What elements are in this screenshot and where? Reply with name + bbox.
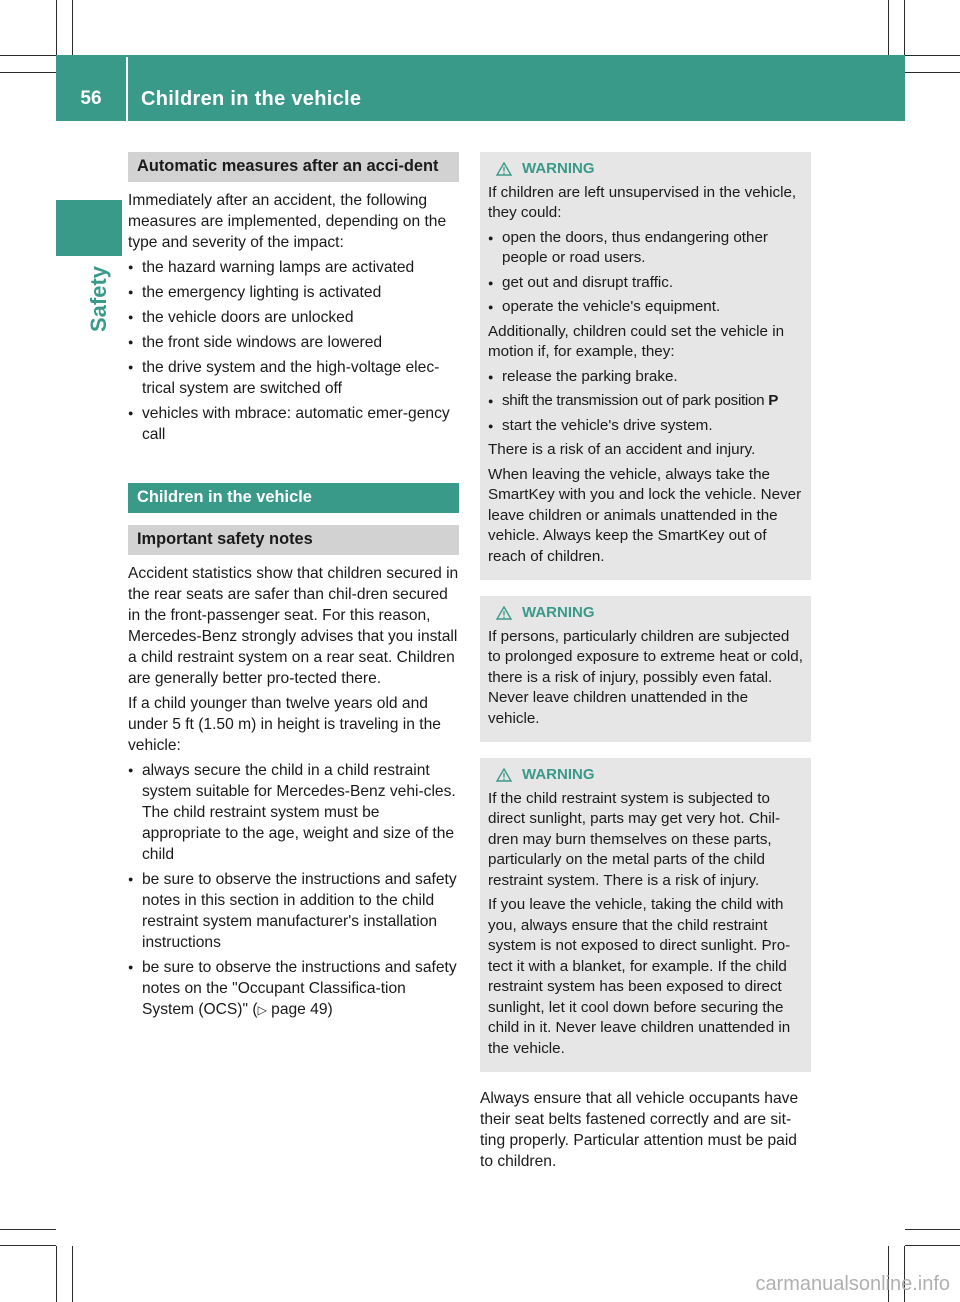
warning-triangle-icon [496,768,512,782]
list-item: ● be sure to observe the instructions and safety notes on the "Occupant Classifica-tion System (OCS)" (▷ page 49) [128,957,459,1021]
list-item: ● the hazard warning lamps are activated [128,257,459,278]
warning-text: Additionally, children could set the vehicle in motion if, for example, they: [488,322,785,360]
left-column [128,152,459,1025]
warning-text: If you leave the vehicle, taking the child with you, always ensure that the child restraint system is not exposed to direct sunlight. Pro-tect it with a blanket, for example. If the child restraint system has been exposed to direct sunlight, let it cool down before securing the child in it. Never leave children unattended in the vehicle. [488,896,791,1057]
crop-mark [0,72,56,73]
warning-text: If persons, particularly children are subjected to prolonged exposure to extreme heat or cold, there is a risk of injury, possibly even fatal. Never leave children unattended in the vehicle. [488,627,803,727]
page-title: Children in the vehicle [141,88,362,110]
list-item: ● get out and disrupt traffic. [488,273,803,294]
crop-mark [905,1229,960,1230]
warning-box [480,152,811,580]
section-tab-label: Safety [86,265,111,332]
warning-text: There is a risk of an accident and injury. [488,441,756,458]
crop-mark [56,1246,57,1302]
list-item: ● vehicles with mbrace: automatic emer-gency call [128,403,459,445]
list-item: ● shift the transmission out of park position P [488,391,803,412]
crop-mark [888,0,889,55]
chapter-heading: Children in the vehicle [128,483,459,513]
warning-list [488,367,803,437]
crop-mark [905,1245,960,1246]
header-divider [126,57,128,121]
accident-intro: Immediately after an accident, the following measures are implemented, depending on the type and severity of the impact: [128,192,447,251]
list-item: ● operate the vehicle's equipment. [488,297,803,318]
section-heading-accident: Automatic measures after an acci-dent [128,152,459,182]
crop-mark [0,55,56,56]
crop-mark [904,0,905,55]
crop-mark [0,1245,56,1246]
list-item: ● the front side windows are lowered [128,332,459,353]
watermark: carmanualsonline.info [755,1273,950,1295]
list-item: ● be sure to observe the instructions and safety notes in this section in addition to the child restraint system manufacturer's installation instructions [128,869,459,953]
warning-triangle-icon [496,606,512,620]
safety-para-2: If a child younger than twelve years old and under 5 ft (1.50 m) in height is traveling in the vehicle: [128,695,441,754]
page-number: 56 [80,88,102,109]
page-ref-arrow-icon: ▷ [257,1003,267,1017]
list-item: ● open the doors, thus endangering other people or road users. [488,228,803,269]
warning-box [480,758,811,1072]
crop-mark [0,1229,56,1230]
list-item: ● the vehicle doors are unlocked [128,307,459,328]
crop-mark [72,0,73,55]
closing-paragraph: Always ensure that all vehicle occupants have their seat belts fastened correctly and are sit-ting properly. Particular attention must be paid to children. [480,1090,799,1170]
list-item: ● the drive system and the high-voltage elec-trical system are switched off [128,357,459,399]
warning-list [488,228,803,318]
list-item: ● release the parking brake. [488,367,803,388]
section-heading-safety-notes: Important safety notes [128,525,459,555]
safety-para-1: Accident statistics show that children secured in the rear seats are safer than chil-dren secured in the front-passenger seat. For this reason, Mercedes-Benz strongly advises that you install a child restraint system on a rear seat. Children are generally better pro-tected there. [128,565,459,687]
accident-measures-list [128,257,459,445]
crop-mark [905,55,960,56]
list-item: ● the emergency lighting is activated [128,282,459,303]
list-item: ● start the vehicle's drive system. [488,416,803,437]
crop-mark [72,1246,73,1302]
warning-text: When leaving the vehicle, always take the SmartKey with you and lock the vehicle. Never leave children or animals unattended in the vehicle. Always keep the SmartKey out of reach of children. [488,465,802,565]
warning-title: WARNING [488,159,803,180]
list-item: ● always secure the child in a child restraint system suitable for Mercedes-Benz vehi-cles. The child restraint system must be appropriate to the age, weight and size of the child [128,760,459,865]
warning-text: If children are left unsupervised in the vehicle, they could: [488,183,797,221]
page-reference-link[interactable]: page 49 [271,1001,328,1018]
safety-list [128,760,459,1021]
warning-title: WARNING [488,603,803,624]
section-tab-block [56,200,122,256]
crop-mark [905,72,960,73]
right-column [480,152,811,1176]
warning-box [480,596,811,742]
crop-mark [56,0,57,55]
warning-text: If the child restraint system is subjected to direct sunlight, parts may get very hot. Chil-dren may burn themselves on these parts, particularly on the metal parts of the child restraint system. There is a risk of injury. [488,789,781,889]
warning-triangle-icon [496,162,512,176]
warning-title: WARNING [488,765,803,786]
